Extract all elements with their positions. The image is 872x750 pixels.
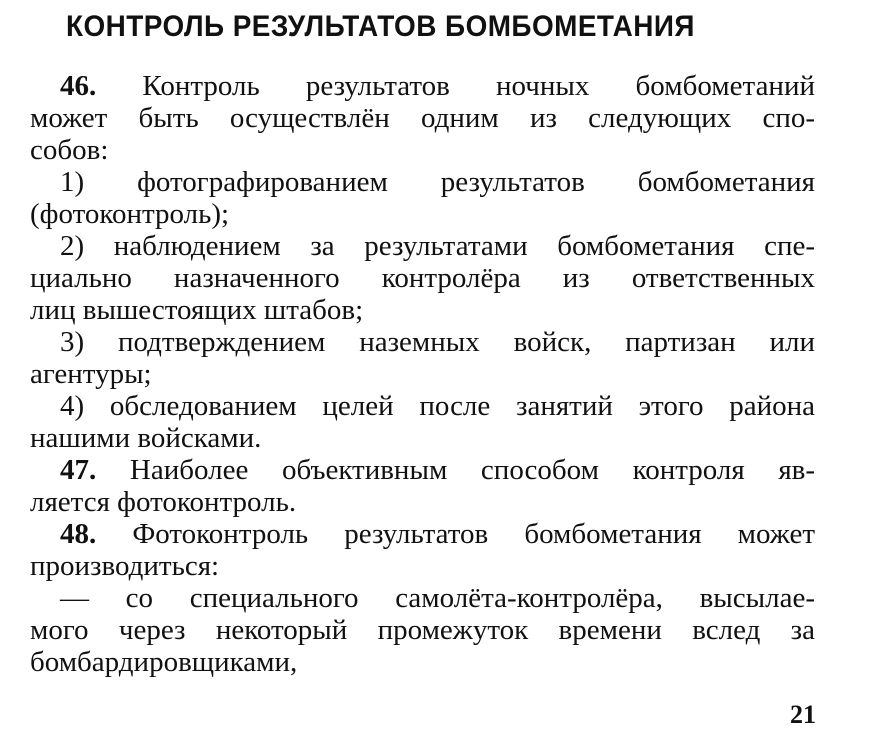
paragraph-46	[30, 70, 815, 166]
text-line: агентуры;	[30, 358, 152, 390]
text-line: 1) фотографированием результатов бомбометания	[60, 166, 815, 198]
text-line: лиц вышестоящих штабов;	[30, 294, 364, 326]
text-line: циально назначенного контролёра из ответственных	[30, 262, 815, 294]
text-line: может быть осуществлён одним из следующих спо-	[30, 102, 815, 134]
list-item-3	[30, 326, 815, 390]
text-line: производиться:	[30, 550, 220, 582]
text-line: 4) обследованием целей после занятий этого района	[60, 390, 815, 422]
paragraph-48	[30, 518, 815, 582]
paragraph-47	[30, 454, 815, 518]
text-line: 2) наблюдением за результатами бомбометания спе-	[60, 230, 815, 262]
dash-item	[30, 582, 815, 678]
text-line: 47. Наиболее объективным способом контроля яв-	[60, 454, 816, 486]
text-line: бомбардировщиками,	[30, 646, 298, 678]
page-title: КОНТРОЛЬ РЕЗУЛЬТАТОВ БОМБОМЕТАНИЯ	[66, 10, 695, 43]
list-item-4	[30, 390, 815, 454]
text-line: мого через некоторый промежуток времени вслед за	[30, 614, 815, 646]
text-line: — со специального самолёта-контролёра, высылае-	[60, 582, 815, 614]
text-line: 3) подтверждением наземных войск, партизан или	[60, 326, 815, 358]
page-number: 21	[790, 700, 816, 729]
text-line: ляется фотоконтроль.	[30, 486, 297, 518]
text-line: 46. Контроль результатов ночных бомбометаний	[60, 70, 815, 102]
list-item-1	[30, 166, 815, 230]
paragraph-number: 48.	[60, 518, 97, 550]
text-line: 48. Фотоконтроль результатов бомбометания может	[60, 518, 815, 550]
body-text	[30, 70, 815, 678]
paragraph-number: 47.	[60, 454, 97, 486]
list-item-2	[30, 230, 815, 326]
paragraph-number: 46.	[60, 70, 97, 102]
text-line: (фотоконтроль);	[30, 198, 230, 230]
text-line: собов:	[30, 134, 109, 166]
text-line: нашими войсками.	[30, 422, 262, 454]
